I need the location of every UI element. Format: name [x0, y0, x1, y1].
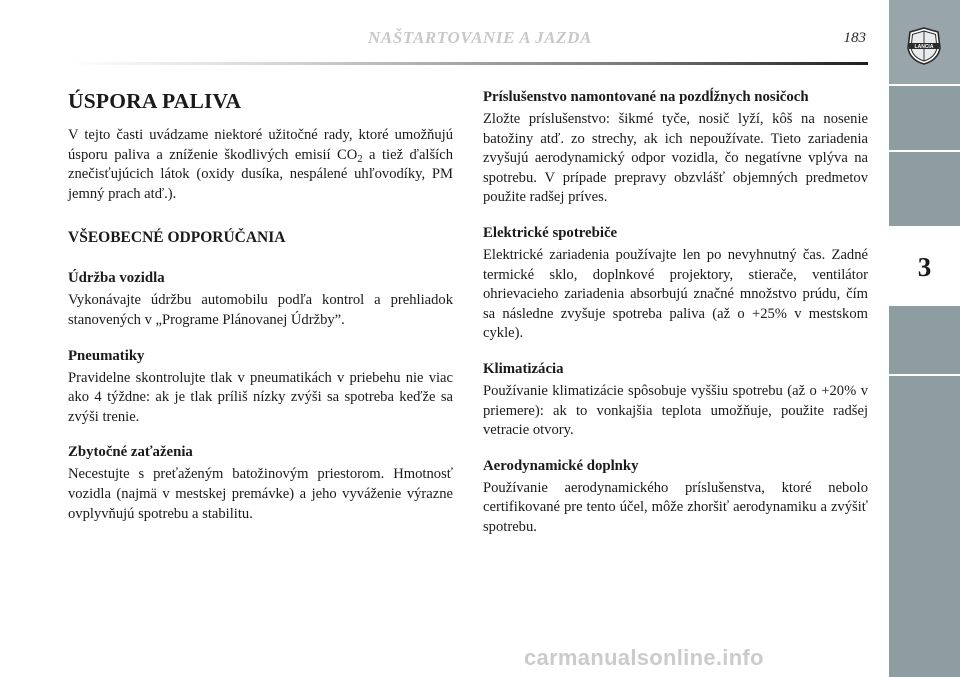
- subsection-heading: Zbytočné zaťaženia: [68, 444, 193, 461]
- subsection-text: Zložte príslušenstvo: šikmé tyče, nosič lyží, kôš na nosenie batožiny atď. zo strechy, ak ich nepoužívate. Tieto zariadenia zvyšujú aerodynamický odpor vozidla, čo negatívne vplýva na spotrebu. V prípade prepravy obzvlášť objemných predmetov použite radšej príves.: [483, 111, 868, 206]
- section-heading: VŠEOBECNÉ ODPORÚČANIA: [68, 229, 286, 247]
- header-rule: [68, 62, 868, 65]
- subsection-heading: Elektrické spotrebiče: [483, 224, 618, 241]
- lancia-logo-icon: [904, 26, 944, 66]
- right-column: [483, 88, 868, 538]
- subsection-heading: Pneumatiky: [68, 347, 145, 364]
- sidebar-tab-1: [889, 86, 960, 152]
- intro-subscript: 2: [357, 153, 363, 165]
- intro-text-start: V tejto časti uvádzame niektoré užitočné rady, ktoré umožňujú úsporu paliva a zníženie škodlivých emisií CO: [68, 127, 453, 163]
- running-header-title: NAŠTARTOVANIE A JAZDA: [368, 28, 592, 47]
- subsection-text: Používanie klimatizácie spôsobuje vyššiu spotrebu (až o +20% v priemere): ak to vonkajšia teplota umožňuje, použite radšej vetracie otvory.: [483, 382, 868, 439]
- subsection-text: Používanie aerodynamického príslušenstva, ktoré nebolo certifikované pre tento účel, môže zhoršiť aerodynamiku a zvýšiť spotrebu.: [483, 479, 868, 535]
- sidebar-tab-4: [889, 306, 960, 376]
- subsection-text: Vykonávajte údržbu automobilu podľa kontrol a prehliadok stanovených v „Programe Plánovanej Údržby”.: [68, 292, 453, 328]
- subsection-text: Pravidelne skontrolujte tlak v pneumatikách v priebehu nie viac ako 4 týždne: ak je tlak príliš nízky zvýši sa spotreba keďže sa zvýši trenie.: [68, 369, 453, 425]
- logo-text: LANCIA: [914, 43, 934, 50]
- subsection-heading: Príslušenstvo namontované na pozdĺžnych nosičoch: [483, 89, 809, 105]
- subsection-heading: Klimatizácia: [483, 360, 564, 377]
- chapter-sidebar: [889, 0, 960, 677]
- intro-text-end: a tiež ďalších znečisťujúcich látok (oxidy dusíka, nespálené uhľovodíky, PM jemný prach atď.).: [68, 146, 453, 202]
- page-title: ÚSPORA PALIVA: [68, 89, 242, 113]
- sidebar-tab-5: [889, 376, 960, 677]
- subsection-heading: Aerodynamické doplnky: [483, 457, 639, 474]
- subsection-text: Necestujte s preťaženým batožinovým priestorom. Hmotnosť vozidla (najmä v mestskej premávke) a jeho vyváženie výrazne ovplyvňujú spotrebu a stabilitu.: [68, 466, 453, 522]
- intro-paragraph: [68, 126, 453, 204]
- subsection-text: Elektrické zariadenia používajte len po nevyhnutný čas. Zadné termické sklo, doplnkové projektory, stierače, ventilátor ohrievacieho zariadenia absorbujú značné množstvo prúdu, čím sa následne zvyšuje spotreba paliva (až o +25% v mestskom cykle).: [483, 246, 868, 342]
- subsection-heading: Údržba vozidla: [68, 270, 165, 287]
- chapter-number: 3: [917, 252, 932, 282]
- left-column: [68, 88, 453, 524]
- page-number: 183: [843, 30, 866, 46]
- sidebar-tab-2: [889, 152, 960, 228]
- watermark: carmanualsonline.info: [524, 645, 764, 670]
